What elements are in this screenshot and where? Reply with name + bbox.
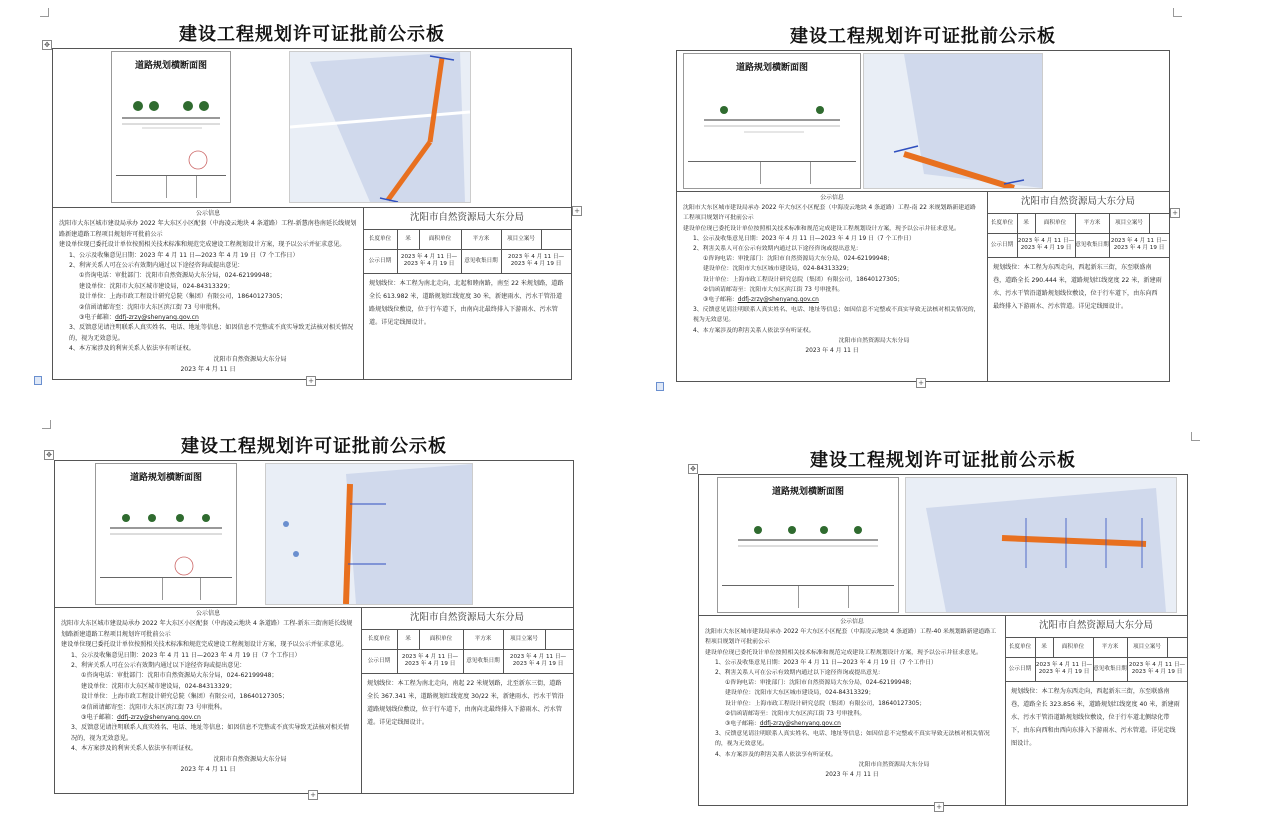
project-code-label: 项目立案号 bbox=[1109, 213, 1150, 233]
email-label: ③电子邮箱： bbox=[725, 721, 760, 728]
notice-builder: 建设单位：沈阳市大东区城市建设局，024-84313329； bbox=[81, 682, 236, 690]
board-title: 建设工程规划许可证批前公示板 bbox=[790, 26, 1056, 47]
opinion-date-value: 2023 年 4 月 11 日—2023 年 4 月 19 日 bbox=[507, 254, 565, 267]
board-frame bbox=[54, 460, 574, 794]
page-icon bbox=[656, 382, 664, 391]
notice-sign-date: 2023 年 4 月 11 日 bbox=[825, 772, 879, 779]
project-code-label: 项目立案号 bbox=[503, 629, 546, 649]
publicity-date-label: 公示日期 bbox=[987, 233, 1018, 257]
notice-sign-date: 2023 年 4 月 11 日 bbox=[180, 366, 236, 374]
drawing-title-block bbox=[116, 175, 226, 198]
move-handle-icon[interactable]: ✥ bbox=[688, 464, 698, 474]
length-unit-value: 米 bbox=[397, 229, 420, 249]
notice-header: 公示信息 bbox=[195, 210, 221, 217]
notice-commission: 建设单位现已委托设计单位按照相关技术标准和规范完成建设工程规划设计方案，现予以公示并征求意见。 bbox=[683, 225, 960, 232]
cross-section-drawing bbox=[683, 53, 861, 189]
notice-email-line bbox=[699, 719, 1005, 729]
notice-mail: ②信函请邮寄至：沈阳市大东区滨江街 73 号审批科。 bbox=[81, 703, 227, 711]
publicity-date-value: 2023 年 4 月 11 日—2023 年 4 月 19 日 bbox=[1017, 233, 1076, 257]
notice-sign-date: 2023 年 4 月 11 日 bbox=[805, 348, 859, 355]
crop-mark-icon bbox=[40, 8, 49, 17]
notice-signature: 沈阳市自然资源局大东分局 bbox=[858, 761, 930, 768]
notice-designer: 设计单位：上海市政工程设计研究总院（集团）有限公司，18640127305； bbox=[725, 700, 926, 707]
notice-commission: 建设单位现已委托设计单位按照相关技术标准和规范完成建设工程规划设计方案，现予以公示并征求意见。 bbox=[705, 649, 982, 656]
notice-intro: 沈阳市大东区城市建设局承办 2022 年大东区小区配套（中海凌云地块 4 条道路）工程-新东三街南延长线规划路新建道路工程项目规划许可批前公示 bbox=[61, 620, 353, 638]
email-link[interactable]: ddfj-zrzy@shenyang.gov.cn bbox=[737, 297, 819, 304]
notice-item2: 2、利害关系人可在公示有效期内通过以下途径咨询或提出意见： bbox=[69, 262, 244, 270]
board-frame bbox=[698, 474, 1188, 806]
opinion-date-label: 意见收集日期 bbox=[1075, 233, 1110, 257]
notice-mail: ②信函请邮寄至：沈阳市大东区滨江街 73 号审批科。 bbox=[703, 286, 844, 293]
cross-section-title: 道路规划横断面图 bbox=[134, 61, 207, 71]
cross-section-title: 道路规划横断面图 bbox=[735, 63, 808, 73]
unit-row bbox=[987, 213, 1169, 234]
drawing-title-block bbox=[100, 577, 232, 600]
notice-builder: 建设单位：沈阳市大东区城市建设局，024-84313329； bbox=[703, 266, 853, 273]
info-panel bbox=[363, 207, 571, 379]
bureau-name: 沈阳市自然资源局大东分局 bbox=[361, 607, 573, 630]
notice-email-line bbox=[677, 295, 987, 305]
notice-email-line bbox=[53, 313, 363, 323]
cross-section-title: 道路规划横断面图 bbox=[129, 473, 202, 483]
location-map bbox=[863, 53, 1043, 189]
add-row-icon[interactable]: + bbox=[308, 790, 318, 800]
notice-builder: 建设单位：沈阳市大东区城市建设局，024-84313329； bbox=[725, 690, 875, 697]
email-link[interactable]: ddfj-zrzy@shenyang.gov.cn bbox=[114, 314, 199, 322]
notice-signature: 沈阳市自然资源局大东分局 bbox=[838, 337, 910, 344]
notice-item1: 1、公示及收集意见日期：2023 年 4 月 11 日—2023 年 4 月 19 日（7 个工作日） bbox=[71, 651, 301, 659]
notice-intro: 沈阳市大东区城市建设局承办 2022 年大东区小区配套（中海凌云地块 4 条道路）工程-南 22 米规划路新建道路工程项目规划许可批前公示 bbox=[683, 205, 976, 222]
notice-header: 公示信息 bbox=[820, 195, 844, 201]
area-unit-value: 平方米 bbox=[1093, 637, 1128, 657]
notice-item1: 1、公示及收集意见日期：2023 年 4 月 11 日—2023 年 4 月 19 日（7 个工作日） bbox=[715, 659, 937, 666]
figure-area bbox=[699, 475, 1187, 616]
crop-mark-icon bbox=[1173, 8, 1182, 17]
notice-mail: ②信函请邮寄至：沈阳市大东区滨江街 73 号审批科。 bbox=[725, 710, 866, 717]
project-code-label: 项目立案号 bbox=[1127, 637, 1168, 657]
length-unit-label: 长度单位 bbox=[361, 629, 398, 649]
notice-board-3 bbox=[46, 432, 574, 799]
figure-area bbox=[55, 461, 573, 608]
notice-item4: 4、本方案涉及的利害关系人依法享有听证权。 bbox=[69, 345, 195, 353]
notice-item2: 2、利害关系人可在公示有效期内通过以下途径咨询或提出意见： bbox=[71, 662, 246, 670]
email-label: ③电子邮箱： bbox=[703, 297, 738, 304]
unit-row bbox=[361, 629, 573, 650]
board-title: 建设工程规划许可证批前公示板 bbox=[181, 436, 447, 457]
notice-designer: 设计单位：上海市政工程设计研究总院（集团）有限公司，18640127305； bbox=[703, 276, 904, 283]
notice-header: 公示信息 bbox=[840, 619, 864, 625]
notice-email-line bbox=[55, 713, 361, 723]
notice-sign-date: 2023 年 4 月 11 日 bbox=[180, 766, 236, 774]
date-row bbox=[361, 649, 573, 674]
bureau-name: 沈阳市自然资源局大东分局 bbox=[1005, 615, 1187, 638]
notice-item3: 3、反馈意见请注明联系人真实姓名、电话、地址等信息；如因信息不完整或不真实导致无法核对相关情况的，视为无效意见。 bbox=[71, 724, 350, 742]
location-map bbox=[905, 477, 1177, 613]
figure-area bbox=[53, 49, 571, 208]
notice-item1: 1、公示及收集意见日期：2023 年 4 月 11 日—2023 年 4 月 19 日（7 个工作日） bbox=[69, 251, 299, 259]
cross-section-drawing bbox=[95, 463, 237, 605]
length-unit-value: 米 bbox=[1017, 213, 1036, 233]
notice-header: 公示信息 bbox=[195, 610, 221, 617]
page-icon bbox=[34, 376, 42, 385]
notice-item3: 3、反馈意见请注明联系人真实姓名、电话、地址等信息；如因信息不完整或不真实导致无法核对相关情况的，视为无效意见。 bbox=[715, 731, 990, 748]
info-panel bbox=[1005, 615, 1187, 805]
project-code-label: 项目立案号 bbox=[501, 229, 542, 249]
length-unit-value: 米 bbox=[397, 629, 420, 649]
opinion-date-value: 2023 年 4 月 11 日—2023 年 4 月 19 日 bbox=[1110, 238, 1168, 251]
add-row-icon[interactable]: + bbox=[306, 376, 316, 386]
notice-item3: 3、反馈意见请注明联系人真实姓名、电话、地址等信息；如因信息不完整或不真实导致无法核对相关情况的，视为无效意见。 bbox=[693, 307, 980, 324]
notice-phone: ①咨询电话：审批部门：沈阳市自然资源局大东分局，024-62199948； bbox=[703, 256, 894, 263]
notice-builder: 建设单位：沈阳市大东区城市建设局，024-84313329； bbox=[79, 282, 234, 290]
unit-row bbox=[1005, 637, 1187, 658]
notice-intro: 沈阳市大东区城市建设局承办 2022 年大东区小区配套（中海凌云地块 4 条道路）工程-新慧南巷南延长线规划路新建道路工程项目规划许可批前公示 bbox=[59, 220, 357, 238]
date-row bbox=[987, 233, 1169, 258]
publicity-date-value: 2023 年 4 月 11 日—2023 年 4 月 19 日 bbox=[1035, 657, 1094, 681]
notice-commission: 建设单位现已委托设计单位按照相关技术标准和规范完成建设工程规划设计方案，现予以公示并征求意见。 bbox=[61, 641, 348, 649]
email-label: ③电子邮箱： bbox=[81, 714, 117, 722]
route-description: 规划线位：本工程为东西走向，西起新东三街，东至联盛南巷，道路全长 323.856 米，道路规划红线宽度 40 米，新建雨水、污水干管沿道路规划线位敷设，位于行车道北侧绿化带下，由东向西和由西向东排入下游雨水、污水管道。详见定线图设计。 bbox=[1011, 688, 1180, 747]
opinion-date-label: 意见收集日期 bbox=[461, 249, 502, 273]
publicity-date-label: 公示日期 bbox=[361, 649, 398, 673]
notice-board-4 bbox=[690, 446, 1188, 811]
length-unit-value: 米 bbox=[1035, 637, 1054, 657]
move-handle-icon[interactable]: ✥ bbox=[44, 450, 54, 460]
notice-board-2 bbox=[676, 22, 1178, 387]
notice-intro: 沈阳市大东区城市建设局承办 2022 年大东区小区配套（中海凌云地块 4 条道路）工程-40 米规划路新建道路工程项目规划许可批前公示 bbox=[705, 629, 997, 646]
info-panel bbox=[361, 607, 573, 793]
notice-designer: 设计单位：上海市政工程设计研究总院（集团）有限公司，18640127305； bbox=[79, 293, 287, 301]
notice-commission: 建设单位现已委托设计单位按照相关技术标准和规范完成建设工程规划设计方案，现予以公示并征求意见。 bbox=[59, 241, 346, 249]
notice-designer: 设计单位：上海市政工程设计研究总院（集团）有限公司，18640127305； bbox=[81, 693, 289, 701]
unit-row bbox=[363, 229, 571, 250]
area-unit-label: 面积单位 bbox=[1035, 213, 1076, 233]
add-row-icon[interactable]: + bbox=[934, 802, 944, 812]
map-svg bbox=[906, 478, 1176, 612]
area-unit-label: 面积单位 bbox=[1053, 637, 1094, 657]
opinion-date-value: 2023 年 4 月 11 日—2023 年 4 月 19 日 bbox=[509, 654, 567, 667]
crop-mark-icon bbox=[1191, 432, 1200, 441]
add-row-icon[interactable]: + bbox=[916, 378, 926, 388]
area-unit-value: 平方米 bbox=[1075, 213, 1110, 233]
publicity-date-value: 2023 年 4 月 11 日—2023 年 4 月 19 日 bbox=[397, 649, 464, 673]
length-unit-label: 长度单位 bbox=[1005, 637, 1036, 657]
map-svg bbox=[290, 52, 470, 202]
date-row bbox=[1005, 657, 1187, 682]
notice-item1: 1、公示及收集意见日期：2023 年 4 月 11 日—2023 年 4 月 19 日（7 个工作日） bbox=[693, 235, 915, 242]
notice-item2: 2、利害关系人可在公示有效期内通过以下途径咨询或提出意见： bbox=[715, 670, 884, 677]
cross-section-drawing bbox=[717, 477, 899, 613]
notice-item3: 3、反馈意见请注明联系人真实姓名、电话、地址等信息；如因信息不完整或不真实导致无法核对相关情况的，视为无效意见。 bbox=[69, 324, 354, 342]
length-unit-label: 长度单位 bbox=[363, 229, 398, 249]
cross-section-title: 道路规划横断面图 bbox=[771, 487, 844, 497]
map-svg bbox=[864, 54, 1042, 188]
notice-item4: 4、本方案涉及的利害关系人依法享有听证权。 bbox=[715, 751, 837, 758]
notice-text bbox=[677, 191, 988, 381]
route-description: 规划线位：本工程为东西走向，西起新东三街，东至联盛南巷，道路全长 290.444 米，道路规划红线宽度 22 米，新建雨水、污水干管沿道路规划线位敷设，位于行车道下，由东向西最终排入下游雨水、污水管道。详见定线图设计。 bbox=[993, 264, 1162, 310]
location-map bbox=[289, 51, 471, 203]
notice-signature: 沈阳市自然资源局大东分局 bbox=[213, 755, 287, 763]
notice-item4: 4、本方案涉及的利害关系人依法享有听证权。 bbox=[693, 327, 815, 334]
figure-area bbox=[677, 51, 1169, 192]
publicity-date-label: 公示日期 bbox=[363, 249, 398, 273]
length-unit-label: 长度单位 bbox=[987, 213, 1018, 233]
notice-text bbox=[53, 207, 364, 379]
location-map bbox=[265, 463, 473, 605]
publicity-date-label: 公示日期 bbox=[1005, 657, 1036, 681]
area-unit-label: 面积单位 bbox=[419, 629, 464, 649]
opinion-date-label: 意见收集日期 bbox=[1093, 657, 1128, 681]
board-title: 建设工程规划许可证批前公示板 bbox=[179, 24, 445, 45]
notice-signature: 沈阳市自然资源局大东分局 bbox=[213, 355, 287, 363]
notice-phone: ①咨询电话：审批部门：沈阳市自然资源局大东分局，024-62199948； bbox=[79, 272, 276, 280]
notice-text bbox=[699, 615, 1006, 805]
notice-board-1 bbox=[44, 20, 580, 385]
drawing-title-block bbox=[722, 585, 894, 608]
opinion-date-label: 意见收集日期 bbox=[463, 649, 504, 673]
bureau-name: 沈阳市自然资源局大东分局 bbox=[987, 191, 1169, 214]
cross-section-drawing bbox=[111, 51, 231, 203]
email-label: ③电子邮箱： bbox=[79, 314, 115, 322]
board-frame bbox=[52, 48, 572, 380]
email-link[interactable]: ddfj-zrzy@shenyang.gov.cn bbox=[116, 714, 201, 722]
add-column-icon[interactable]: + bbox=[1170, 208, 1180, 218]
info-panel bbox=[987, 191, 1169, 381]
move-handle-icon[interactable]: ✥ bbox=[42, 40, 52, 50]
area-unit-label: 面积单位 bbox=[419, 229, 462, 249]
area-unit-value: 平方米 bbox=[461, 229, 502, 249]
opinion-date-value: 2023 年 4 月 11 日—2023 年 4 月 19 日 bbox=[1128, 662, 1186, 675]
route-description: 规划线位：本工程为南北走向，北起和睦南路，南至 22 米规划路，道路全长 613.982 米，道路规划红线宽度 30 米，新建雨水、污水干管沿道路规划线位敷设，位于行车道下，由南向北最终排入下游雨水、污水管道。详见定线图设计。 bbox=[369, 280, 564, 326]
board-title: 建设工程规划许可证批前公示板 bbox=[810, 450, 1076, 471]
bureau-name: 沈阳市自然资源局大东分局 bbox=[363, 207, 571, 230]
board-frame bbox=[676, 50, 1170, 382]
add-column-icon[interactable]: + bbox=[572, 206, 582, 216]
email-link[interactable]: ddfj-zrzy@shenyang.gov.cn bbox=[759, 721, 841, 728]
drawing-title-block bbox=[688, 161, 856, 184]
area-unit-value: 平方米 bbox=[463, 629, 504, 649]
date-row bbox=[363, 249, 571, 274]
crop-mark-icon bbox=[42, 420, 51, 429]
notice-phone: ①咨询电话：审批部门：沈阳市自然资源局大东分局，024-62199948； bbox=[725, 680, 916, 687]
notice-text bbox=[55, 607, 362, 793]
notice-mail: ②信函请邮寄至：沈阳市大东区滨江街 73 号审批科。 bbox=[79, 303, 225, 311]
notice-phone: ①咨询电话：审批部门：沈阳市自然资源局大东分局，024-62199948； bbox=[81, 672, 278, 680]
notice-item4: 4、本方案涉及的利害关系人依法享有听证权。 bbox=[71, 745, 197, 753]
route-description: 规划线位：本工程为南北走向，南起 22 米规划路，北至新东三街，道路全长 367.341 米，道路规划红线宽度 30/22 米，新建雨水、污水干管沿道路规划线位敷设，位于行车道下，由南向北最终排入下游雨水、污水管道。详见定线图设计。 bbox=[367, 680, 564, 726]
notice-item2: 2、利害关系人可在公示有效期内通过以下途径咨询或提出意见： bbox=[693, 246, 862, 253]
publicity-date-value: 2023 年 4 月 11 日—2023 年 4 月 19 日 bbox=[397, 249, 462, 273]
map-svg bbox=[266, 464, 472, 604]
